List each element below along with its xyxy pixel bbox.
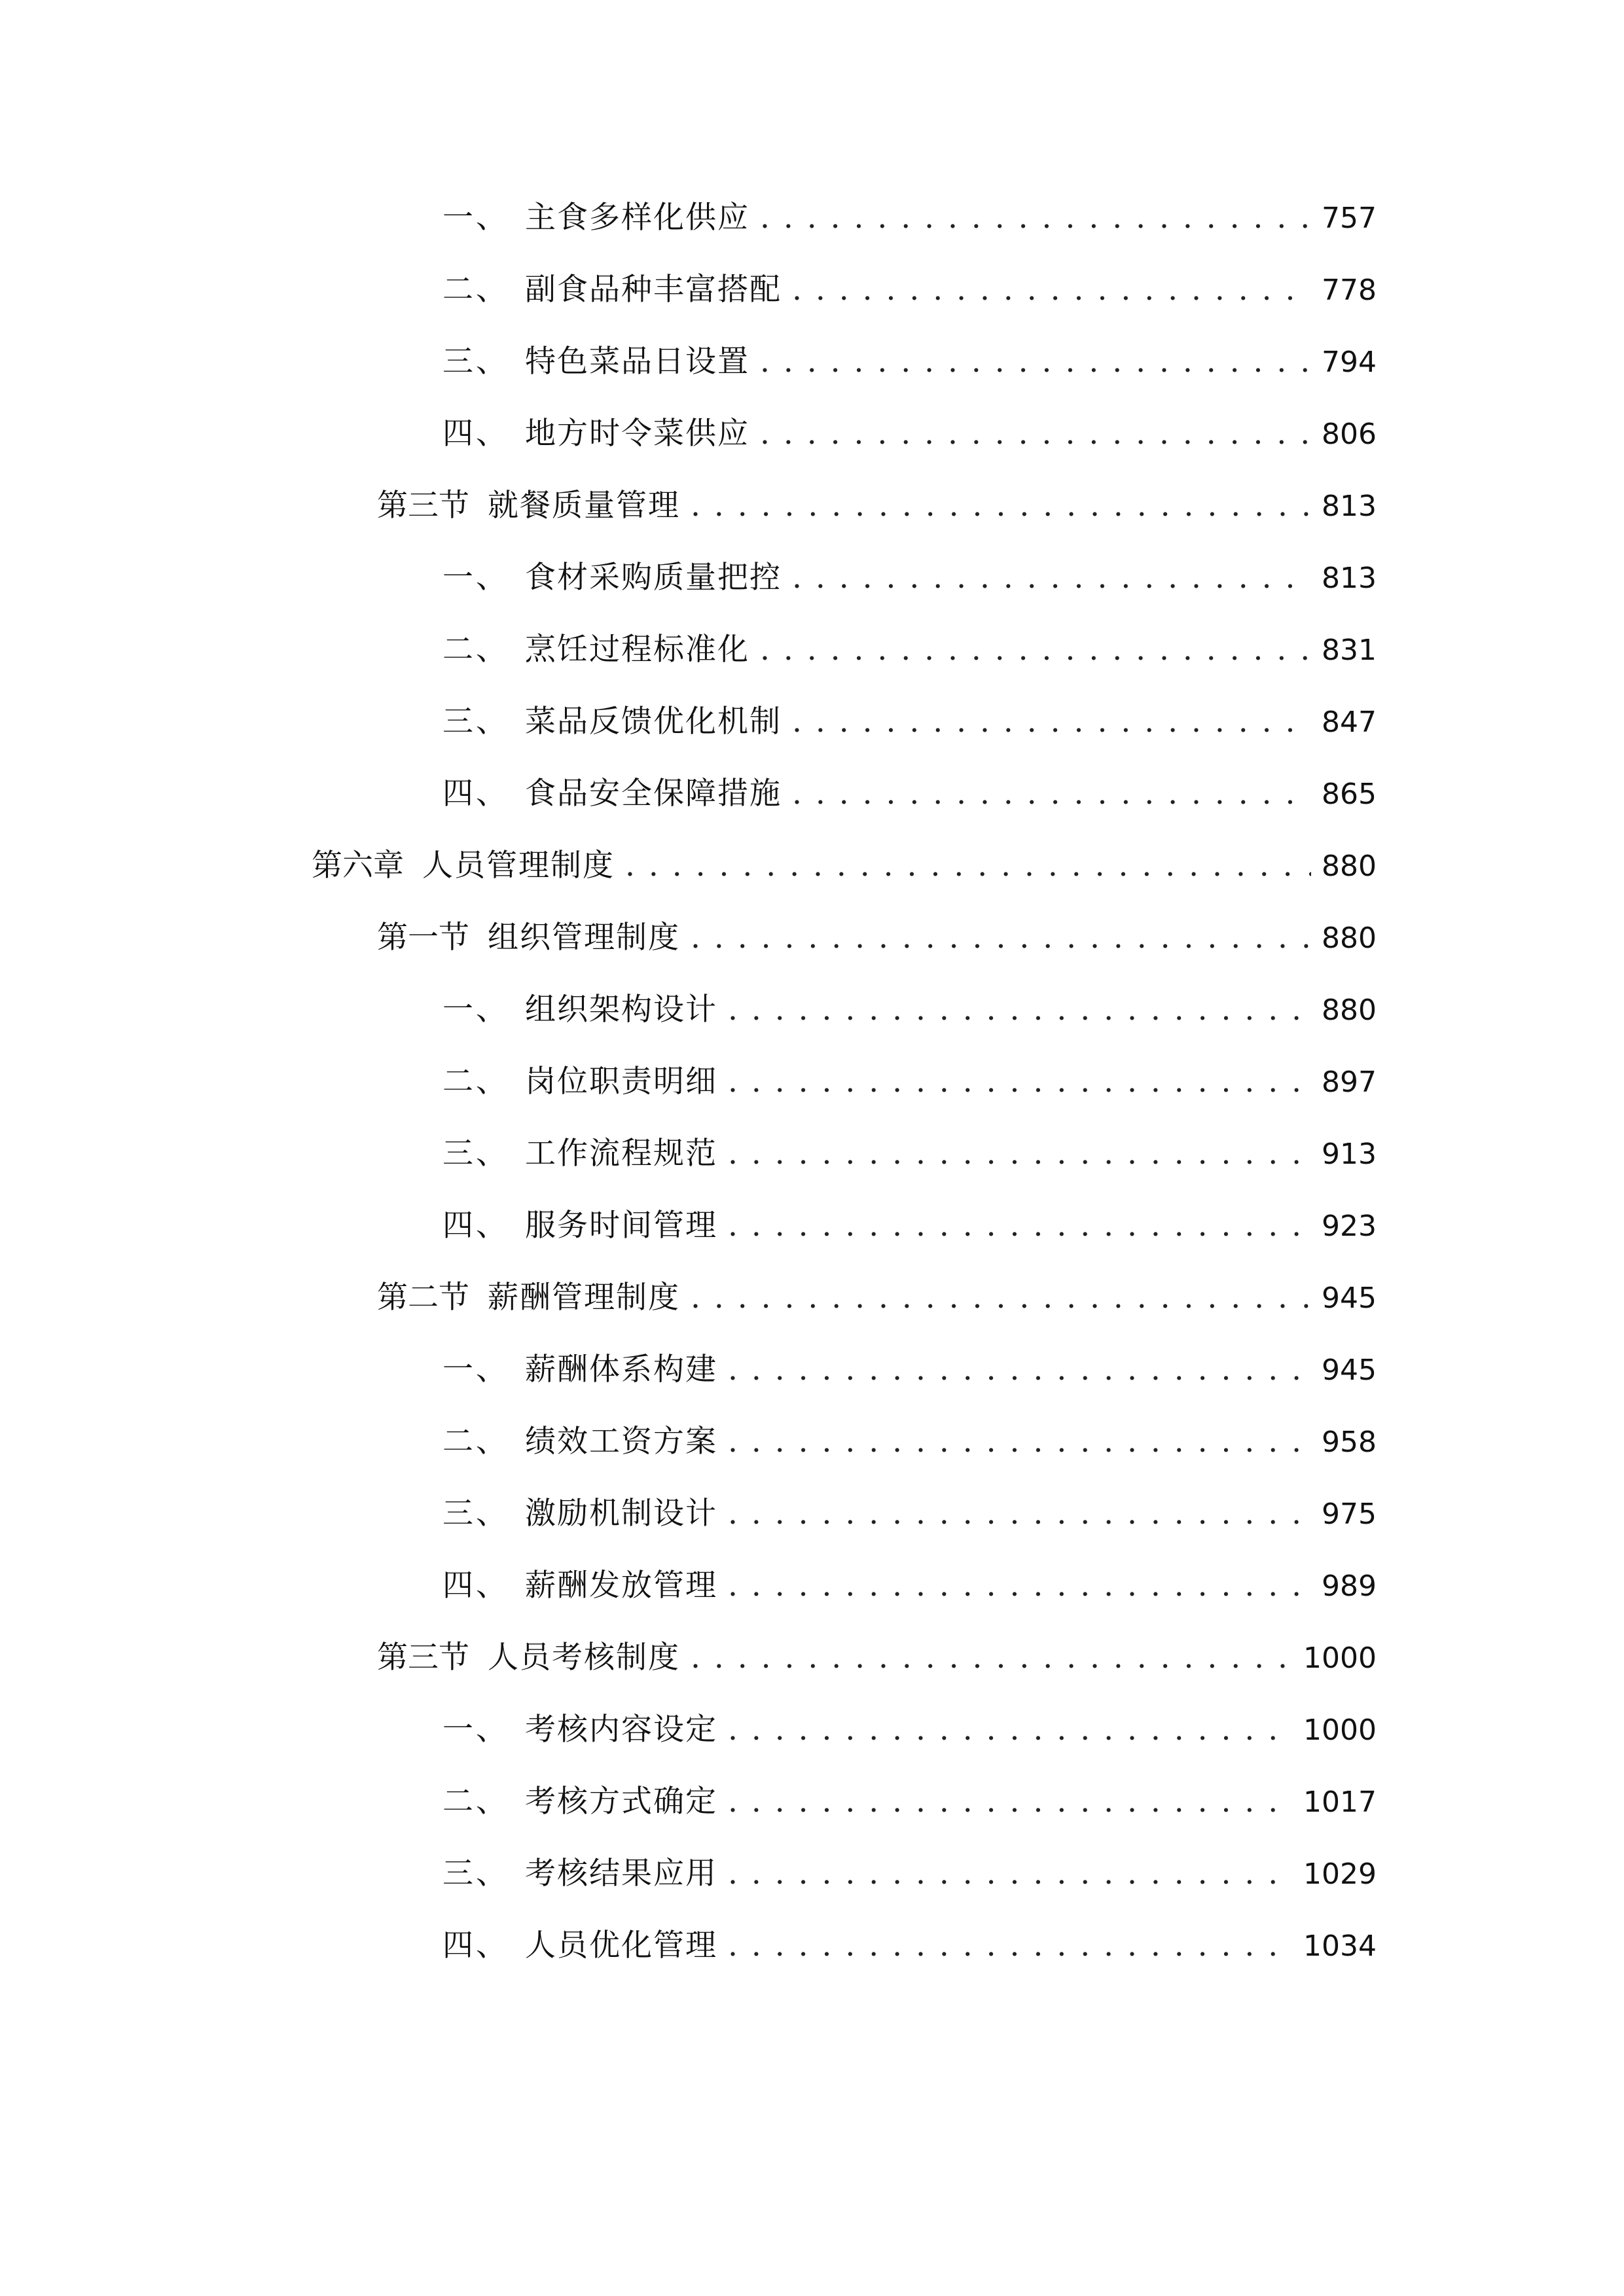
toc-entry-title: 薪酬体系构建 <box>525 1352 717 1388</box>
toc-dot-leader <box>760 188 1311 247</box>
toc-entry-number: 第二节 <box>377 1280 469 1316</box>
toc-entry[interactable] <box>377 1268 1377 1327</box>
toc-entry-page: 989 <box>1322 1570 1377 1603</box>
toc-entry-title: 考核方式确定 <box>525 1784 717 1820</box>
toc-entry-page: 913 <box>1322 1138 1377 1171</box>
toc-dot-leader <box>728 1124 1311 1183</box>
toc-entry-page: 897 <box>1322 1066 1377 1099</box>
toc-dot-leader <box>691 1628 1293 1687</box>
toc-entry-title: 主食多样化供应 <box>525 200 749 236</box>
toc-dot-leader <box>760 332 1311 391</box>
toc-dot-leader <box>691 1268 1311 1327</box>
toc-entry-title: 服务时间管理 <box>525 1208 717 1244</box>
toc-entry-page: 880 <box>1322 994 1377 1027</box>
toc-dot-leader <box>728 1844 1293 1903</box>
toc-entry-title: 特色菜品日设置 <box>525 344 749 380</box>
toc-entry[interactable] <box>442 1844 1377 1903</box>
toc-entry-number: 一、 <box>442 1712 509 1748</box>
toc-entry[interactable] <box>442 548 1377 607</box>
toc-entry-number: 第三节 <box>377 488 469 524</box>
toc-entry-number: 三、 <box>442 344 509 380</box>
toc-entry-title: 菜品反馈优化机制 <box>525 704 782 740</box>
toc-entry-title: 组织管理制度 <box>488 920 680 956</box>
toc-entry-page: 945 <box>1322 1354 1377 1387</box>
toc-entry-number: 第六章 <box>312 848 404 884</box>
toc-entry-title: 组织架构设计 <box>525 992 717 1028</box>
toc-dot-leader <box>728 1196 1311 1255</box>
toc-entry-title: 薪酬发放管理 <box>525 1568 717 1604</box>
toc-entry-number: 四、 <box>442 1208 509 1244</box>
toc-entry-page: 813 <box>1322 490 1377 523</box>
toc-dot-leader <box>792 260 1311 319</box>
toc-dot-leader <box>760 620 1311 679</box>
toc-dot-leader <box>728 1412 1311 1471</box>
toc-dot-leader <box>691 908 1311 967</box>
toc-entry-page: 847 <box>1322 706 1377 739</box>
toc-entry-title: 薪酬管理制度 <box>488 1280 680 1316</box>
toc-entry-page: 757 <box>1322 202 1377 235</box>
toc-entry[interactable] <box>442 1700 1377 1759</box>
toc-entry-page: 923 <box>1322 1210 1377 1243</box>
toc-entry-page: 794 <box>1322 346 1377 379</box>
toc-entry-number: 三、 <box>442 1496 509 1532</box>
toc-entry-title: 人员考核制度 <box>488 1640 680 1676</box>
toc-entry-number: 二、 <box>442 1784 509 1820</box>
toc-entry-title: 人员管理制度 <box>422 848 615 884</box>
toc-entry[interactable] <box>442 332 1377 391</box>
toc-entry[interactable] <box>442 692 1377 751</box>
toc-entry-number: 一、 <box>442 992 509 1028</box>
toc-dot-leader <box>792 548 1311 607</box>
toc-entry-page: 778 <box>1322 274 1377 307</box>
toc-entry-title: 就餐质量管理 <box>488 488 680 524</box>
toc-dot-leader <box>728 1484 1311 1543</box>
toc-entry-title: 考核内容设定 <box>525 1712 717 1748</box>
toc-entry[interactable] <box>442 764 1377 823</box>
toc-entry-title: 岗位职责明细 <box>525 1064 717 1100</box>
toc-entry[interactable] <box>377 908 1377 967</box>
toc-entry-page: 880 <box>1322 922 1377 955</box>
toc-entry-number: 二、 <box>442 1424 509 1460</box>
toc-entry[interactable] <box>442 1916 1377 1975</box>
toc-entry-number: 四、 <box>442 416 509 452</box>
toc-entry-title: 绩效工资方案 <box>525 1424 717 1460</box>
toc-entry-number: 三、 <box>442 704 509 740</box>
toc-entry[interactable] <box>442 188 1377 247</box>
toc-entry-number: 四、 <box>442 1928 509 1964</box>
toc-entry-number: 第三节 <box>377 1640 469 1676</box>
toc-entry-page: 813 <box>1322 562 1377 595</box>
toc-entry[interactable] <box>442 980 1377 1039</box>
toc-entry-number: 四、 <box>442 776 509 812</box>
toc-entry-title: 人员优化管理 <box>525 1928 717 1964</box>
toc-entry[interactable] <box>442 1124 1377 1183</box>
toc-entry-page: 1000 <box>1303 1713 1377 1747</box>
toc-entry-number: 一、 <box>442 1352 509 1388</box>
toc-entry-title: 烹饪过程标准化 <box>525 632 749 668</box>
toc-entry-page: 958 <box>1322 1426 1377 1459</box>
toc-dot-leader <box>728 1556 1311 1615</box>
toc-dot-leader <box>691 476 1311 535</box>
toc-entry[interactable] <box>442 404 1377 463</box>
toc-entry-number: 三、 <box>442 1856 509 1892</box>
toc-entry-title: 激励机制设计 <box>525 1496 717 1532</box>
toc-entry-title: 工作流程规范 <box>525 1136 717 1172</box>
toc-entry-page: 1017 <box>1303 1785 1377 1819</box>
toc-dot-leader <box>728 980 1311 1039</box>
toc-entry-number: 第一节 <box>377 920 469 956</box>
toc-dot-leader <box>728 1700 1293 1759</box>
toc-entry[interactable] <box>442 1556 1377 1615</box>
toc-entry-number: 二、 <box>442 272 509 308</box>
toc-entry[interactable] <box>442 1484 1377 1543</box>
toc-entry[interactable] <box>442 1052 1377 1111</box>
toc-entry-page: 865 <box>1322 778 1377 811</box>
toc-entry-page: 831 <box>1322 634 1377 667</box>
toc-entry[interactable] <box>442 1772 1377 1831</box>
toc-entry[interactable] <box>442 1340 1377 1399</box>
toc-entry-page: 1034 <box>1303 1929 1377 1963</box>
toc-dot-leader <box>792 764 1311 823</box>
toc-dot-leader <box>728 1916 1293 1975</box>
toc-dot-leader <box>792 692 1311 751</box>
toc-entry-page: 975 <box>1322 1498 1377 1531</box>
toc-entry-number: 三、 <box>442 1136 509 1172</box>
toc-entry[interactable] <box>377 476 1377 535</box>
toc-entry[interactable] <box>442 620 1377 679</box>
toc-entry-page: 1000 <box>1303 1641 1377 1675</box>
toc-entry[interactable] <box>312 836 1377 895</box>
toc-entry-title: 食材采购质量把控 <box>525 560 782 596</box>
toc-entry-page: 806 <box>1322 418 1377 451</box>
toc-entry[interactable] <box>442 1196 1377 1255</box>
toc-dot-leader <box>728 1052 1311 1111</box>
toc-entry[interactable] <box>442 1412 1377 1471</box>
toc-entry-number: 二、 <box>442 1064 509 1100</box>
toc-entry-title: 地方时令菜供应 <box>525 416 749 452</box>
toc-entry-number: 一、 <box>442 200 509 236</box>
toc-entry-title: 食品安全保障措施 <box>525 776 782 812</box>
toc-entry-page: 880 <box>1322 850 1377 883</box>
toc-entry[interactable] <box>442 260 1377 319</box>
toc-entry-number: 四、 <box>442 1568 509 1604</box>
toc-dot-leader <box>760 404 1311 463</box>
toc-entry[interactable] <box>377 1628 1377 1687</box>
toc-entry-page: 945 <box>1322 1282 1377 1315</box>
toc-dot-leader <box>728 1772 1293 1831</box>
toc-dot-leader <box>625 836 1311 895</box>
toc-entry-number: 一、 <box>442 560 509 596</box>
toc-entry-number: 二、 <box>442 632 509 668</box>
toc-entry-page: 1029 <box>1303 1857 1377 1891</box>
toc-entry-title: 副食品种丰富搭配 <box>525 272 782 308</box>
toc-dot-leader <box>728 1340 1311 1399</box>
toc-entry-title: 考核结果应用 <box>525 1856 717 1892</box>
